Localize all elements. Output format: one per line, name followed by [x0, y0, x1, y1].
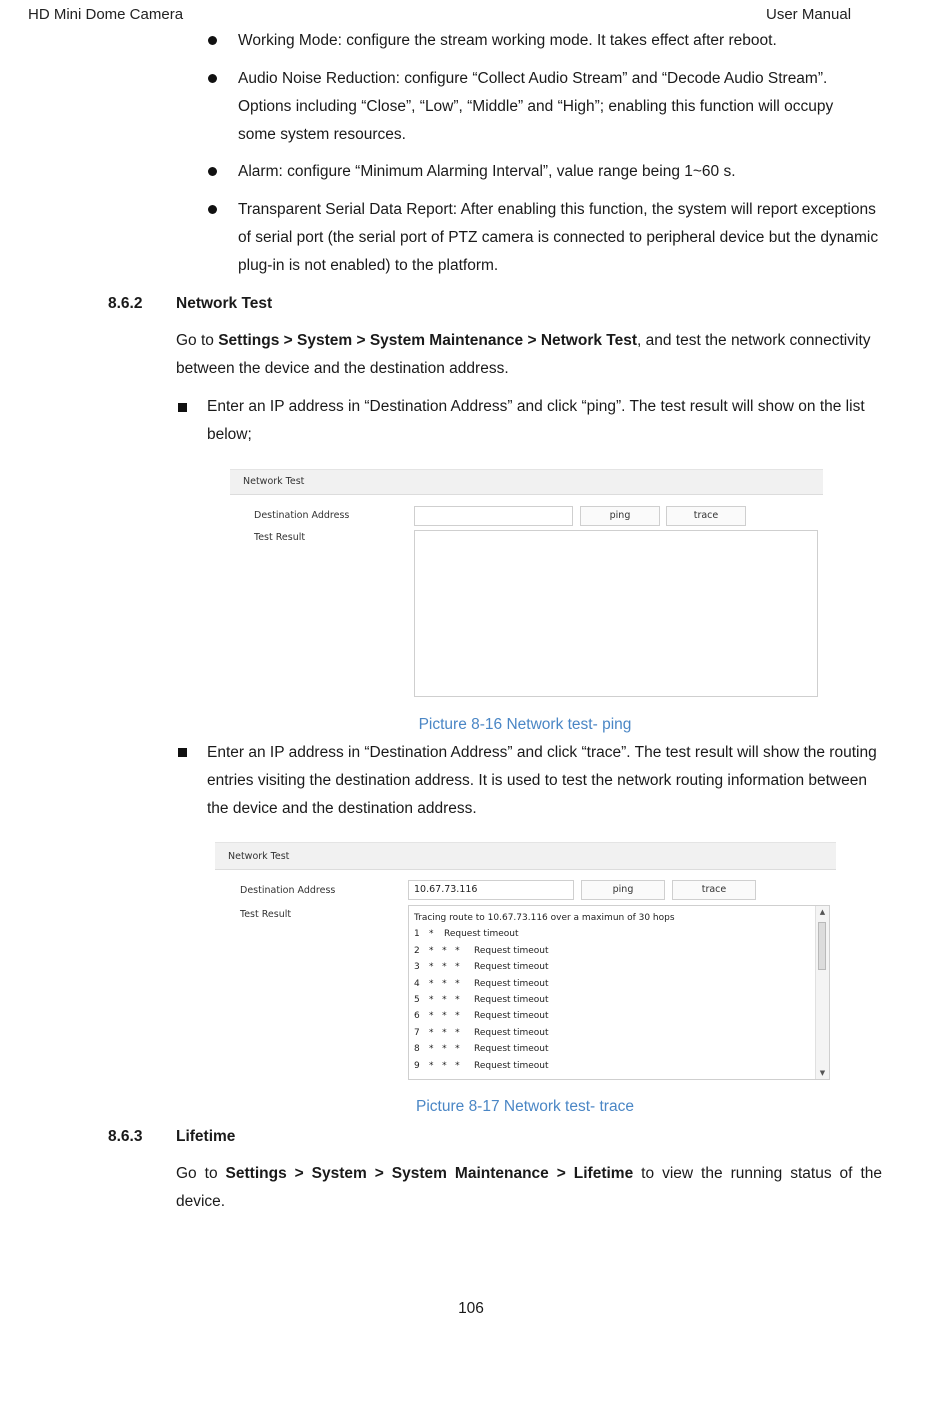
section-number: 8.6.3 [108, 1128, 143, 1145]
intro-rest: to view the running status of the device. [176, 1165, 883, 1210]
section-title: Network Test [176, 295, 273, 312]
hop-stars: * * * [429, 1011, 460, 1022]
hop-number: 3 [414, 962, 420, 973]
panel-header-bar [230, 469, 823, 495]
list-item [414, 1025, 675, 1041]
ping-button[interactable]: ping [581, 880, 665, 900]
hop-status: Request timeout [474, 945, 549, 956]
section-title: Lifetime [176, 1128, 236, 1145]
bullet-square-icon [178, 403, 187, 412]
bullet-ping-instruction: Enter an IP address in “Destination Address” and click “ping”. The test result will show on the list below; [207, 398, 865, 443]
list-item [414, 943, 675, 959]
intro-rest: , and test the network connectivity between the device and the destination address. [176, 332, 871, 377]
test-result-label: Test Result [254, 532, 306, 543]
panel-title: Network Test [243, 476, 305, 487]
trace-button[interactable]: trace [666, 506, 746, 526]
list-item [414, 976, 675, 992]
intro-path: Settings > System > System Maintenance > Network Test [218, 332, 638, 349]
header-doc-title: HD Mini Dome Camera [28, 6, 184, 23]
hop-stars: * * * [429, 978, 460, 989]
hop-status: Request timeout [474, 1060, 549, 1071]
scrollbar-thumb[interactable] [818, 922, 826, 970]
list-item [414, 1058, 675, 1074]
intro-goto: Go to [176, 332, 219, 349]
hop-status: Request timeout [474, 1011, 549, 1022]
bullet-alarm: Alarm: configure “Minimum Alarming Interval”, value range being 1~60 s. [238, 163, 736, 180]
destination-address-input[interactable] [414, 506, 573, 526]
destination-address-label: Destination Address [254, 510, 350, 521]
scroll-up-arrow-icon[interactable]: ▲ [819, 908, 826, 916]
hop-status: Request timeout [474, 962, 549, 973]
figure-caption-ping: Picture 8-16 Network test- ping [418, 716, 632, 733]
bullet-square-icon [178, 748, 187, 757]
hop-number: 1 [414, 929, 420, 940]
hop-status: Request timeout [444, 929, 519, 940]
hop-stars: * * * [429, 1060, 460, 1071]
hop-stars: * * * [429, 1027, 460, 1038]
network-test-panel-ping [230, 469, 823, 699]
list-item [414, 992, 675, 1008]
bullet-dot-icon [208, 36, 217, 45]
test-result-box[interactable] [408, 905, 830, 1080]
hop-stars: * * * [429, 962, 460, 973]
hop-number: 7 [414, 1027, 420, 1038]
intro-path: Settings > System > System Maintenance > Lifetime [225, 1165, 634, 1182]
hop-number: 5 [414, 994, 420, 1005]
intro-goto: Go to [176, 1165, 226, 1182]
network-test-panel-trace [215, 842, 836, 1082]
figure-caption-trace: Picture 8-17 Network test- trace [416, 1098, 634, 1115]
hop-stars: * [429, 929, 434, 940]
hop-status: Request timeout [474, 1027, 549, 1038]
scroll-down-arrow-icon[interactable]: ▼ [819, 1069, 826, 1077]
test-result-box[interactable] [414, 530, 818, 697]
hop-number: 2 [414, 945, 420, 956]
result-scrollbar[interactable] [815, 906, 829, 1079]
bullet-audio-noise: Audio Noise Reduction: configure “Collect Audio Stream” and “Decode Audio Stream”. Options including “Close”, “Low”, “Middle” and “High”; enabling this function will occupy some system resources. [238, 70, 834, 143]
section-intro [176, 1160, 882, 1216]
hop-number: 8 [414, 1044, 420, 1055]
trace-button[interactable]: trace [672, 880, 756, 900]
bullet-working-mode: Working Mode: configure the stream working mode. It takes effect after reboot. [238, 32, 777, 49]
hop-number: 4 [414, 978, 420, 989]
bullet-serial-report: Transparent Serial Data Report: After enabling this function, the system will report exceptions of serial port (the serial port of PTZ camera is connected to peripheral device but the dynamic plug-in is not enabled) to the platform. [238, 201, 879, 274]
hop-status: Request timeout [474, 1044, 549, 1055]
panel-title: Network Test [228, 851, 290, 862]
list-item [414, 926, 675, 942]
bullet-dot-icon [208, 167, 217, 176]
list-item [414, 1041, 675, 1057]
trace-result-header: Tracing route to 10.67.73.116 over a maximun of 30 hops [414, 913, 675, 923]
hop-stars: * * * [429, 994, 460, 1005]
list-item [414, 959, 675, 975]
list-item [414, 1008, 675, 1024]
hop-stars: * * * [429, 1044, 460, 1055]
hop-status: Request timeout [474, 978, 549, 989]
test-result-label: Test Result [240, 909, 292, 920]
section-intro [176, 327, 886, 383]
page-number: 106 [458, 1300, 484, 1317]
bullet-dot-icon [208, 205, 217, 214]
destination-address-input[interactable]: 10.67.73.116 [408, 880, 574, 900]
bullet-trace-instruction: Enter an IP address in “Destination Address” and click “trace”. The test result will show the routing entries visiting the destination address. It is used to test the network routing information between the device and the destination address. [207, 744, 877, 817]
section-number: 8.6.2 [108, 295, 143, 312]
destination-address-label: Destination Address [240, 885, 336, 896]
ping-button[interactable]: ping [580, 506, 660, 526]
panel-header-bar [215, 842, 836, 870]
hop-number: 6 [414, 1011, 420, 1022]
hop-stars: * * * [429, 945, 460, 956]
bullet-dot-icon [208, 74, 217, 83]
hop-status: Request timeout [474, 994, 549, 1005]
trace-result-lines [414, 910, 675, 1074]
header-manual-label: User Manual [766, 6, 852, 23]
hop-number: 9 [414, 1060, 420, 1071]
